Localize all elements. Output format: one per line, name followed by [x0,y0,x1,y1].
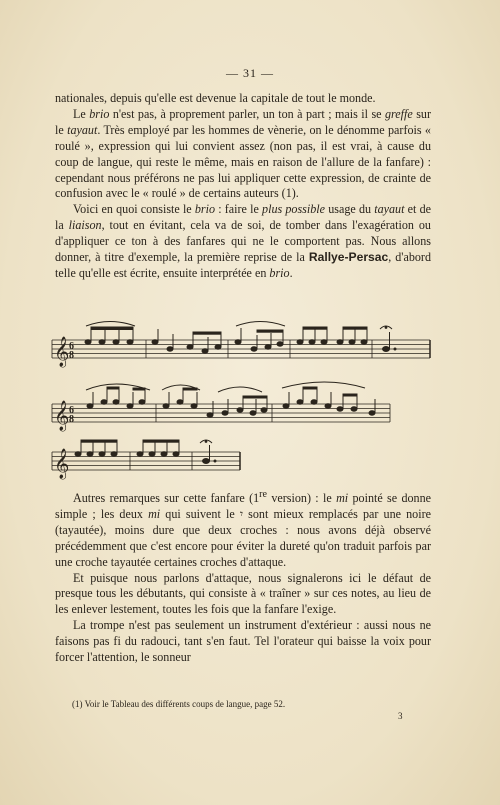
paragraph: Autres remarques sur cette fanfare (1re version) : le mi pointé se donne simple ; les deux mi qui suivent le 𝄾 sont mieux remplacés par une noire (tayautée), moins dure que deux croches : nous avons déjà observé précédemment que c'est encore pour éviter la dureté qu'on traduit parfois par une croche tayautée certaines croches d'attaque. [55,489,432,569]
paragraph: nationales, depuis qu'elle est devenue la capitale de tout le monde. [55,91,376,105]
treble-clef: 𝄞 [54,401,70,430]
paragraph: Voici en quoi consiste le brio : faire le plus possible usage du tayaut et de la liaison, tout en évitant, cela va de soi, de tomber dans l'exagération ou d'appliquer ce ton à des fanfares qui ne le comportent pas. Nous allons donner, à titre d'exemple, la première reprise de la Rallye-Persac, d'abord telle qu'elle est écrite, ensuite interprétée en brio. [55,202,431,280]
treble-clef: 𝄞 [54,449,70,478]
paragraph: Le brio n'est pas, à proprement parler, un ton à part ; mais il se greffe sur le tayaut. Très employé par les hommes de vènerie, on le dénomme parfois « roulé », expression qui lui convient assez (non pas, il est vrai, à cause du coup de langue, qui reste le même, mais en raison de l'allure de la fanfare) : cependant nous préférons ne pas lui appliquer cette expression, de crainte de confusion avec le « roulé » de certains auteurs (1). [55,106,431,201]
paragraph: La trompe n'est pas seulement un instrument d'extérieur : aussi nous ne faisons pas fi du radouci, tant s'en faut. Tel l'orateur qui baisse la voix pour forcer l'attention, le sonneur [55,618,431,665]
signature-mark: 3 [398,711,403,721]
time-signature-bottom: 8 [69,350,74,361]
music-staff-2 [50,380,435,435]
page-number: — 31 — [226,66,274,80]
time-signature-top: 6 [69,341,74,352]
time-signature-top: 6 [69,405,74,416]
body-text-bottom [55,487,431,666]
paragraph: Et puisque nous parlons d'attaque, nous signalerons ici le défaut de presque tous les débutants, qui consiste à « traîner » sur ces notes, au lieu de les enlever lestement, toutes les fois que la fanfare l'exige. [55,570,431,617]
time-signature-bottom: 8 [69,414,74,425]
treble-clef: 𝄞 [54,337,70,366]
music-staff-3 [50,436,435,481]
music-staff-1 [50,320,435,370]
footnote: (1) Voir le Tableau des différents coups de langue, page 52. [72,699,286,709]
body-text-top [55,91,431,282]
